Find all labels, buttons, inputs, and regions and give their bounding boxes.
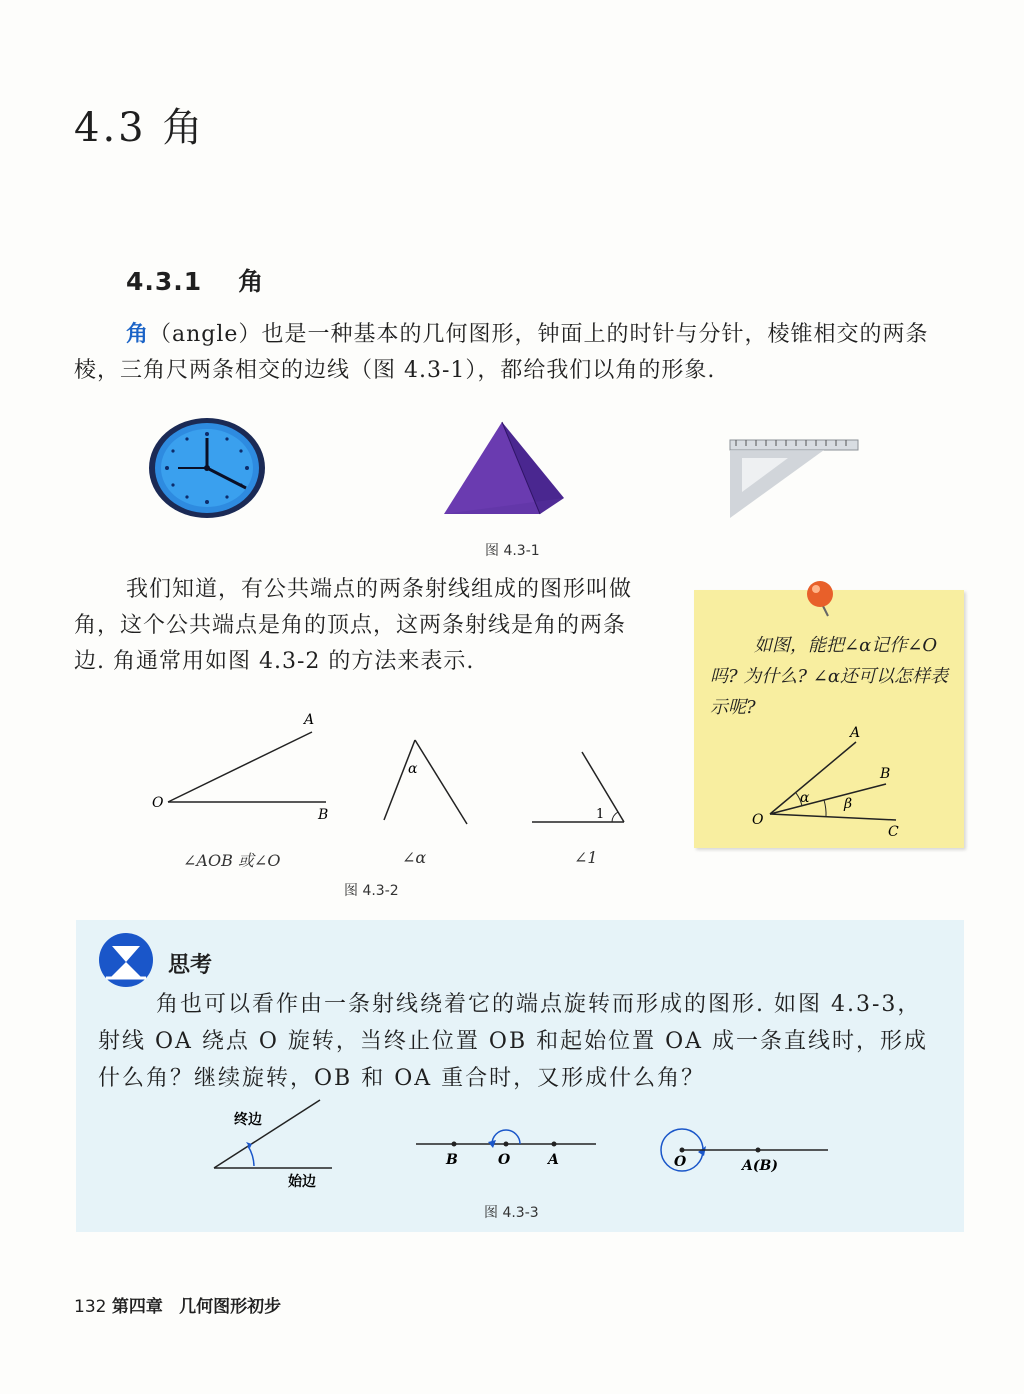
definition-paragraph: 我们知道，有公共端点的两条射线组成的图形叫做角，这个公共端点是角的顶点，这两条射线是角的两条边. 角通常用如图 4.3-2 的方法来表示. [74, 577, 633, 674]
rotation-angle [214, 1100, 332, 1190]
label-a-straight: A [548, 1152, 559, 1168]
sticky-note-text: 如图，能把∠α记作∠O 吗? 为什么? ∠α还可以怎样表示呢? [710, 635, 948, 718]
label-b: B [318, 807, 329, 823]
angle-alpha [384, 740, 467, 824]
note-label-a: A [850, 725, 861, 741]
figure-4-3-2-caption: 图 4.3-2 [344, 883, 399, 899]
note-label-beta: β [844, 796, 853, 812]
page-number: 132 [74, 1297, 107, 1317]
note-angle-figure [746, 722, 956, 842]
think-icon [98, 932, 158, 988]
label-a: A [304, 712, 315, 728]
intro-paragraph [74, 316, 974, 389]
label-b-straight: B [446, 1152, 458, 1168]
clock-image [149, 418, 265, 518]
figure-4-3-3-caption: 图 4.3-3 [484, 1205, 539, 1221]
label-o-full: O [674, 1154, 687, 1170]
term-angle: 角 [126, 321, 150, 347]
label-ab-full: A(B) [742, 1158, 778, 1174]
note-label-alpha: α [800, 790, 810, 806]
chapter-label: 第四章 [111, 1297, 163, 1317]
label-one: 1 [596, 807, 605, 822]
full-angle [661, 1129, 828, 1174]
name-one: ∠1 [574, 848, 598, 867]
note-label-b: B [880, 766, 891, 782]
page-footer [74, 1292, 281, 1317]
label-o-straight: O [498, 1152, 511, 1168]
angle-aob [152, 712, 328, 823]
label-terminal-side: 终边 [234, 1112, 262, 1128]
section-title: 4.3 角 [74, 105, 206, 151]
figure-4-3-3 [76, 1090, 964, 1190]
intro-text: （angle）也是一种基本的几何图形，钟面上的时针与分针，棱锥相交的两条棱，三角尺两条相交的边线（图 4.3-1），都给我们以角的形象. [74, 322, 929, 383]
figure-4-3-1 [140, 410, 880, 530]
subsection-heading [126, 262, 264, 298]
label-initial-side: 始边 [288, 1174, 316, 1190]
think-text: 角也可以看作由一条射线绕着它的端点旋转而形成的图形. 如图 4.3-3，射线 OA 绕点 O 旋转，当终止位置 OB 和起始位置 OA 成一条直线时，形成什么角？继续旋转，OB 和 OA 重合时，又形成什么角？ [98, 992, 929, 1091]
note-label-c: C [888, 824, 899, 840]
think-box [76, 920, 964, 1232]
sticky-note [694, 590, 964, 848]
label-o: O [152, 795, 164, 811]
pyramid-image [444, 422, 564, 514]
figure-4-3-2 [140, 706, 640, 836]
subsection-title: 角 [238, 267, 265, 296]
name-alpha: ∠α [402, 848, 427, 867]
chapter-title: 几何图形初步 [179, 1297, 282, 1317]
figure-4-3-1-caption: 图 4.3-1 [485, 543, 540, 559]
subsection-number: 4.3.1 [126, 267, 203, 296]
pin-icon [800, 576, 840, 620]
think-title: 思考 [168, 953, 213, 978]
note-label-o: O [752, 812, 764, 828]
name-aob: ∠AOB 或∠O [183, 851, 281, 870]
label-alpha: α [408, 761, 418, 777]
angle-one [532, 752, 624, 822]
set-square-image [730, 440, 858, 518]
straight-angle [416, 1130, 596, 1168]
